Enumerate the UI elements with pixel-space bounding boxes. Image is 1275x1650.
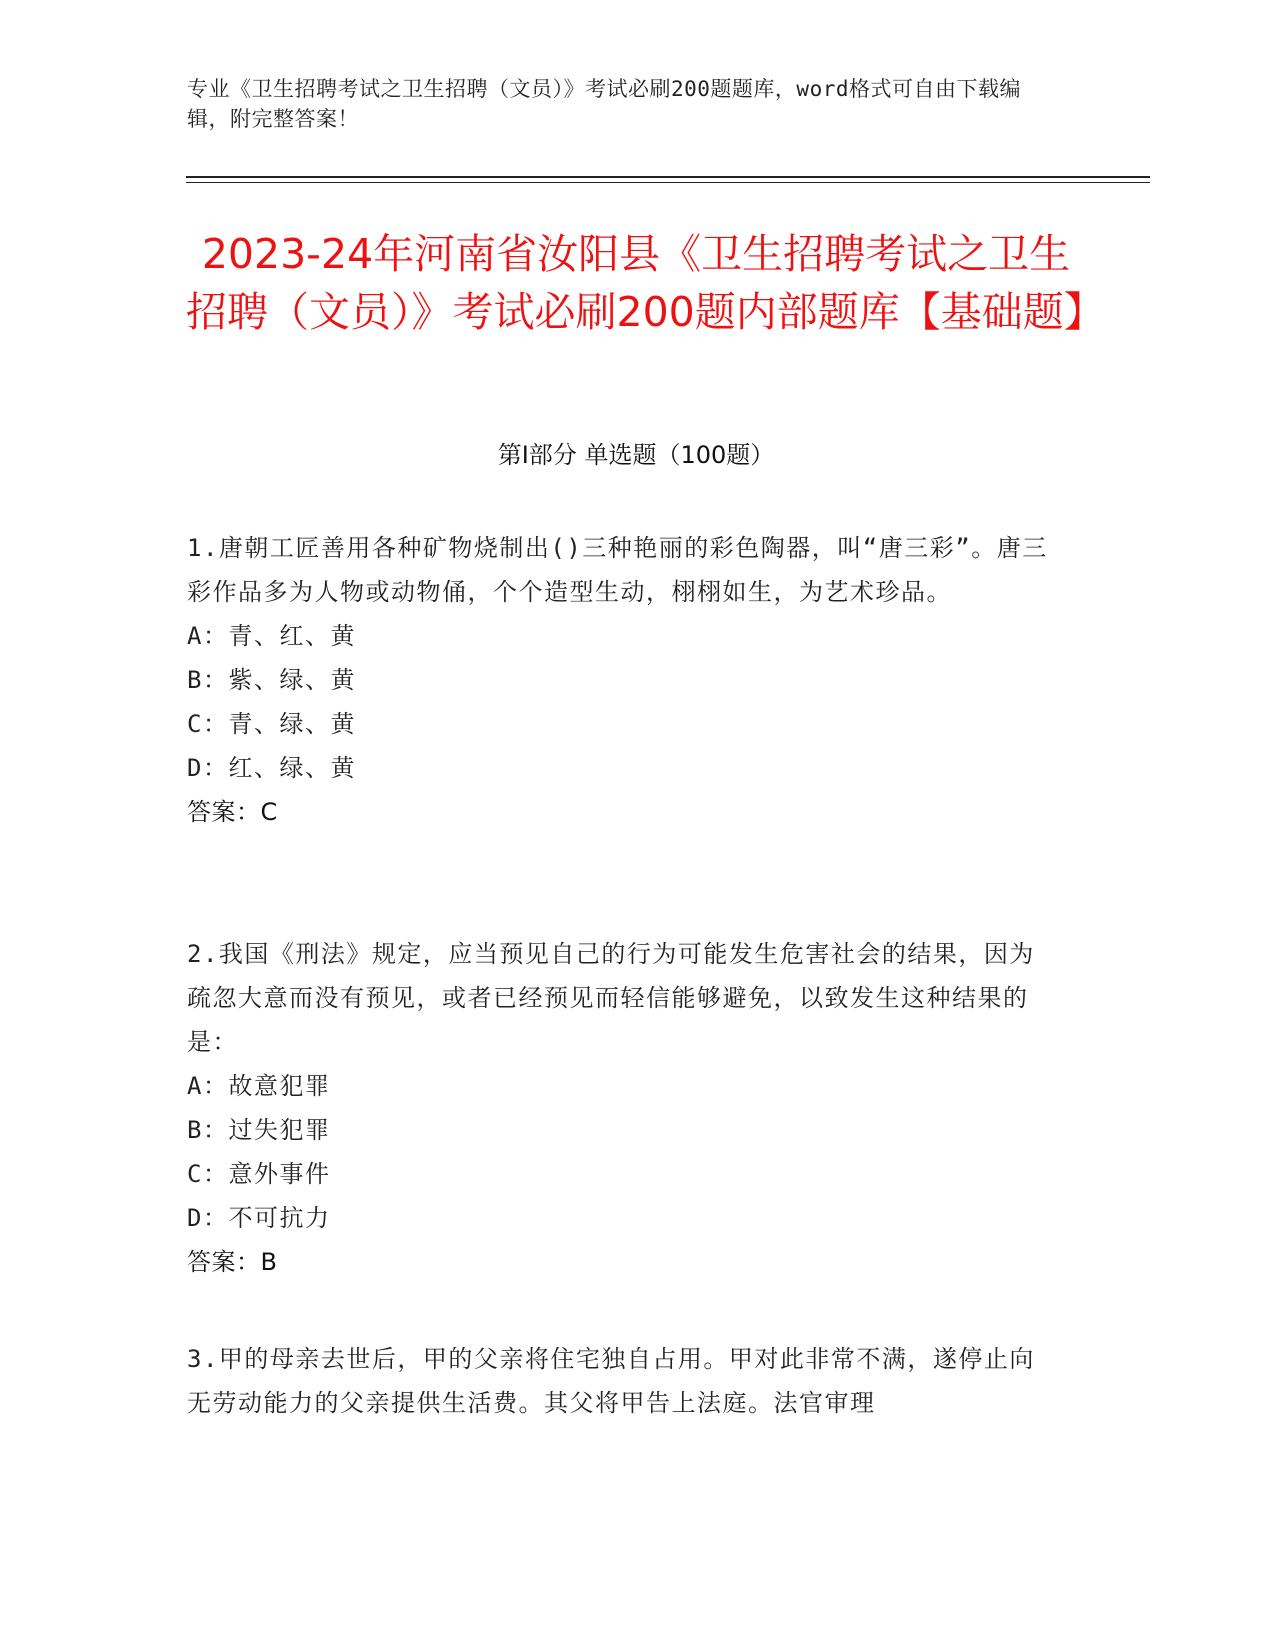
option-c: C：意外事件 (187, 1160, 331, 1188)
document-title: 2023-24年河南省汝阳县《卫生招聘考试之卫生招聘（文员）》考试必刷200题内部题库【基础题】 (186, 230, 1105, 336)
header-divider-thick (186, 176, 1150, 178)
option-a: A：故意犯罪 (187, 1072, 331, 1100)
header-note: 专业《卫生招聘考试之卫生招聘（文员）》考试必刷200题题库，word格式可自由下载编辑，附完整答案！ (187, 77, 1021, 131)
question-stem: 2.我国《刑法》规定，应当预见自己的行为可能发生危害社会的结果，因为疏忽大意而没有预见，或者已经预见而轻信能够避免，以致发生这种结果的是： (187, 940, 1035, 1056)
answer: 答案：B (187, 1248, 278, 1276)
question-stem: 3.甲的母亲去世后，甲的父亲将住宅独自占用。甲对此非常不满，遂停止向无劳动能力的父亲提供生活费。其父将甲告上法庭。法官审理 (187, 1345, 1035, 1417)
question-3 (187, 1337, 1049, 1425)
section-heading: 第Ⅰ部分 单选题（100题） (497, 441, 775, 469)
question-stem: 1.唐朝工匠善用各种矿物烧制出()三种艳丽的彩色陶器，叫“唐三彩”。唐三彩作品多为人物或动物俑，个个造型生动，栩栩如生，为艺术珍品。 (187, 534, 1048, 606)
question-1 (187, 526, 1049, 834)
question-2 (187, 932, 1049, 1284)
header-divider-thin (186, 182, 1150, 183)
option-c: C：青、绿、黄 (187, 710, 356, 738)
option-d: D：不可抗力 (187, 1204, 331, 1232)
option-a: A：青、红、黄 (187, 622, 356, 650)
answer: 答案：C (187, 798, 278, 826)
option-b: B：过失犯罪 (187, 1116, 331, 1144)
option-b: B：紫、绿、黄 (187, 666, 356, 694)
option-d: D：红、绿、黄 (187, 754, 356, 782)
